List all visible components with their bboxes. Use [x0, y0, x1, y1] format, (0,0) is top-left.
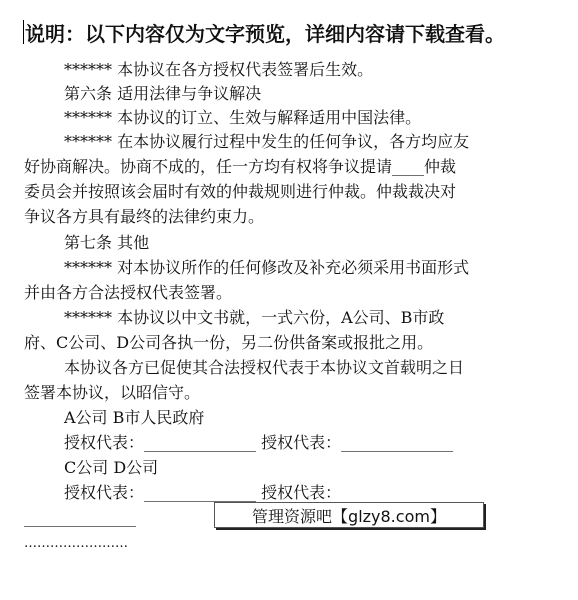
signatory-names: A公司 B市人民政府 — [64, 408, 205, 427]
doc-line: 并由各方合法授权代表签署。 — [24, 283, 233, 302]
doc-line: 签署本协议，以昭信守。 — [24, 383, 201, 402]
doc-line: ****** 对本协议所作的任何修改及补充必须采用书面形式 — [64, 258, 470, 277]
doc-line: 好协商解决。协商不成的，任一方均有权将争议提请____仲裁 — [24, 157, 457, 176]
preview-notice: 说明：以下内容仅为文字预览，详细内容请下载查看。 — [25, 22, 505, 46]
doc-line: ****** 本协议在各方授权代表签署后生效。 — [64, 60, 374, 79]
doc-line: 本协议各方已促使其合法授权代表于本协议文首载明之日 — [64, 358, 465, 377]
text-cursor — [23, 20, 24, 44]
signatory-names: C公司 D公司 — [64, 458, 159, 477]
doc-line: 府、C公司、D公司各执一份，另二份供备案或报批之用。 — [24, 333, 434, 352]
doc-line: ****** 本协议的订立、生效与解释适用中国法律。 — [64, 108, 422, 127]
signature-line: ______________ — [24, 508, 136, 527]
doc-line: 争议各方具有最终的法律约束力。 — [24, 207, 265, 226]
doc-line: 委员会并按照该会届时有效的仲裁规则进行仲裁。仲裁裁决对 — [24, 182, 457, 201]
section-heading-7: 第七条 其他 — [64, 233, 150, 252]
doc-line: ****** 本协议以中文书就，一式六份，A公司、B市政 — [64, 308, 445, 327]
doc-line: ****** 在本协议履行过程中发生的任何争议，各方均应友 — [64, 132, 470, 151]
signature-line: 授权代表：______________ 授权代表： — [64, 483, 342, 502]
watermark-banner: 管理资源吧【glzy8.com】 — [214, 502, 484, 528]
ellipsis-dots: …………………… — [24, 536, 128, 551]
signature-line: 授权代表：______________ 授权代表：______________ — [64, 433, 454, 452]
section-heading-6: 第六条 适用法律与争议解决 — [64, 84, 262, 103]
